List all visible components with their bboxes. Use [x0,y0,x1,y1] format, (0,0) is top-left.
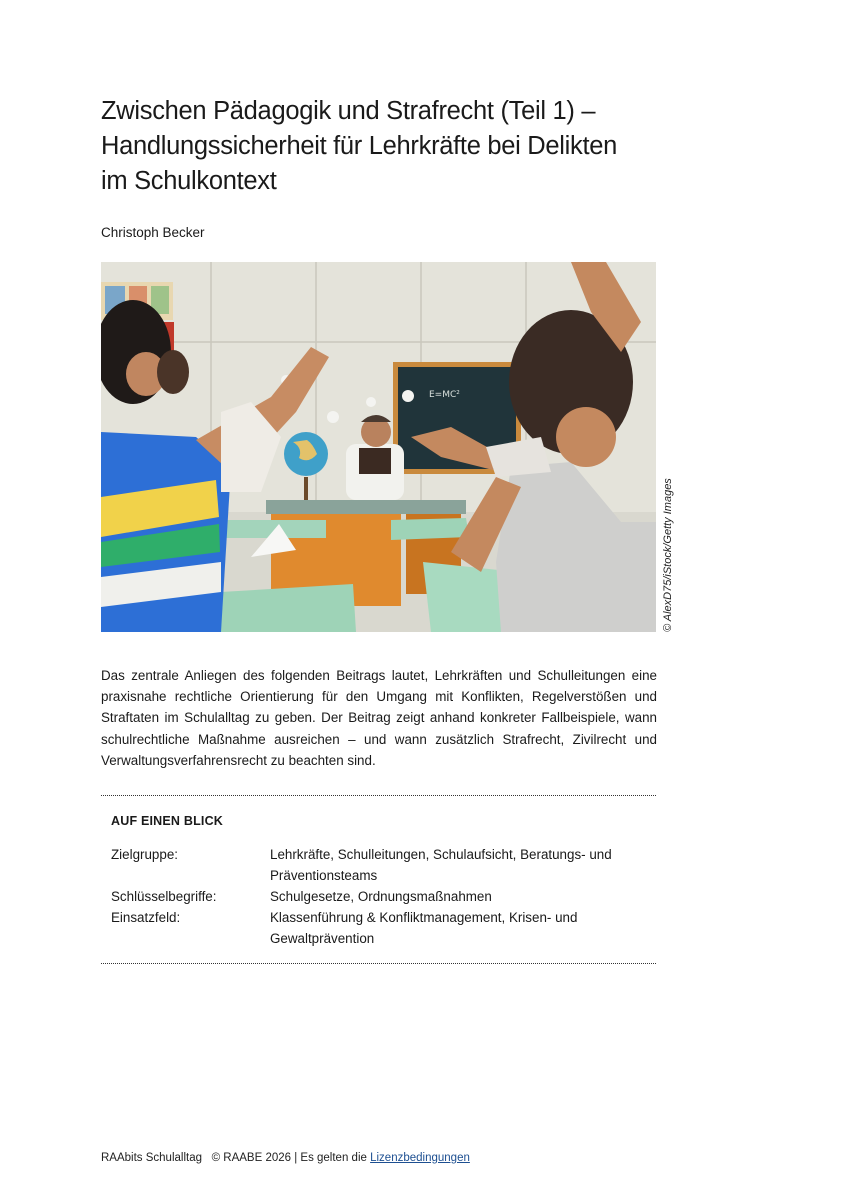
at-a-glance-heading: AUF EINEN BLICK [111,814,224,828]
blackboard-formula: E=MC² [429,390,460,400]
classroom-photo [101,262,656,632]
document-title [101,94,701,199]
title-line-3: im Schulkontext [101,167,277,195]
footer-brand: RAAbits Schulalltag [101,1152,202,1164]
info-value: Klassenführung & Konfliktmanagement, Krisen- und Gewaltprävention [270,910,578,946]
title-line-2: Handlungssicherheit für Lehrkräfte bei Delikten [101,132,618,160]
title-line-1: Zwischen Pädagogik und Strafrecht (Teil 1) – [101,97,596,125]
info-label: Schlüsselbegriffe: [111,889,217,904]
author-name: Christoph Becker [101,225,205,240]
footer-copyright: © RAABE 2026 | Es gelten die [211,1152,367,1164]
photo-credit: © AlexD75/iStock/Getty Images [662,478,674,632]
info-label: Zielgruppe: [111,847,178,862]
intro-paragraph: Das zentrale Anliegen des folgenden Beitrags lautet, Lehrkräften und Schulleitungen eine praxisnahe rechtliche Orientierung für den Umgang mit Konflikten, Regelverstößen und Straftaten im Schulalltag zu geben. Der Beitrag zeigt anhand konkreter Fallbeispiele, wann schulrechtliche Maßnahme ausreichen – und wann zusätzlich Strafrecht, Zivilrecht und Verwaltungsverfahrensrecht zu beachten sind. [101,668,657,768]
info-value: Lehrkräfte, Schulleitungen, Schulaufsicht, Beratungs- und Präventionsteams [270,847,612,883]
bottom-dotted-divider [101,963,656,964]
license-link[interactable]: Lizenzbedingungen [370,1152,470,1164]
page-footer [101,1152,470,1164]
info-value: Schulgesetze, Ordnungsmaßnahmen [270,889,492,904]
top-dotted-divider [101,795,656,796]
info-label: Einsatzfeld: [111,910,181,925]
